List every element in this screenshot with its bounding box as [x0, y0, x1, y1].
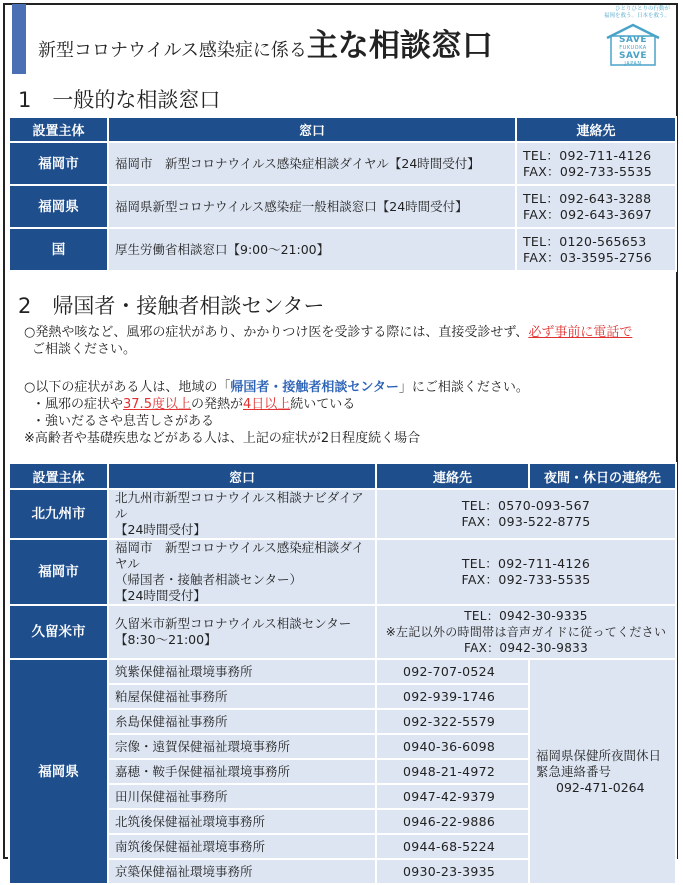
window-hours: 【8:30～21:00】	[115, 632, 217, 647]
section1-heading: 1 一般的な相談窓口	[18, 88, 221, 112]
office-tel: 0930-23-3935	[376, 859, 529, 884]
office-tel: 092-939-1746	[376, 684, 529, 709]
org-cell: 福岡県	[9, 185, 108, 228]
night-contact-sublabel: 緊急連絡番号	[536, 763, 612, 779]
office-tel: 0946-22-9886	[376, 809, 529, 834]
window-cell	[108, 605, 376, 659]
symptom-1-c: 続いている	[290, 397, 356, 412]
section2-heading: 2 帰国者・接触者相談センター	[18, 294, 325, 318]
org-cell: 北九州市	[9, 489, 108, 539]
contact-cell	[516, 185, 676, 228]
office-tel: 092-707-0524	[376, 659, 529, 684]
table-row	[9, 605, 676, 659]
advice-note-1	[24, 324, 632, 358]
window-hours: 【24時間受付】	[115, 588, 206, 603]
table-header-row	[9, 463, 676, 489]
tel-number: TEL：0120-565653	[523, 233, 647, 249]
title-main: 主な相談窓口	[306, 28, 493, 64]
org-cell: 福岡県	[9, 659, 108, 884]
col-contact: 連絡先	[376, 463, 529, 489]
table-row	[9, 142, 676, 185]
col-window: 窓口	[108, 463, 376, 489]
office-name: 南筑後保健福祉環境事務所	[108, 834, 376, 859]
contact-cell	[376, 539, 676, 605]
window-cell	[108, 489, 376, 539]
office-tel: 092-322-5579	[376, 709, 529, 734]
symptom-1-temp: 37.5度以上	[123, 397, 191, 412]
general-consultation-table	[8, 116, 677, 272]
symptom-1-a: ・風邪の症状や	[32, 397, 124, 412]
page-title	[38, 20, 493, 65]
office-name: 北筑後保健福祉環境事務所	[108, 809, 376, 834]
symptom-1-days: 4日以上	[242, 397, 291, 412]
fax-number: FAX：03-3595-2756	[523, 249, 653, 265]
contact-cell	[376, 605, 676, 659]
office-tel: 0940-36-6098	[376, 734, 529, 759]
note1-text: ○発熱や咳など、風邪の症状があり、かかりつけ医を受診する際には、直接受診せず、	[24, 325, 529, 340]
fax-number: FAX：093-522-8775	[461, 514, 591, 529]
logo-japan: JAPAN	[624, 61, 642, 67]
col-org: 設置主体	[9, 463, 108, 489]
window-name: 久留米市新型コロナウイルス相談センター	[115, 616, 352, 631]
table-row	[9, 539, 676, 605]
title-accent-bar	[12, 4, 26, 74]
contact-cell	[516, 228, 676, 271]
table-row	[9, 659, 676, 684]
window-cell: 福岡市 新型コロナウイルス感染症相談ダイヤル【24時間受付】	[108, 142, 516, 185]
table-header-row	[9, 117, 676, 142]
night-contact-label: 福岡県保健所夜間休日	[536, 747, 662, 763]
col-night-contact: 夜間・休日の連絡先	[529, 463, 676, 489]
symptom-2: ・強いだるさや息苦しさがある	[32, 414, 215, 429]
org-cell: 福岡市	[9, 142, 108, 185]
table-row	[9, 185, 676, 228]
tel-number: TEL：092-643-3288	[523, 190, 652, 206]
note2-text: ○以下の症状がある人は、地域の「	[24, 380, 231, 395]
window-cell: 厚生労働省相談窓口【9:00～21:00】	[108, 228, 516, 271]
col-contact: 連絡先	[516, 117, 676, 142]
fax-number: FAX：092-733-5535	[523, 163, 653, 179]
after-hours-note: ※左記以外の時間帯は音声ガイドに従ってください	[385, 625, 667, 639]
note2-text-end: 」にご相談ください。	[398, 380, 529, 395]
tel-number: TEL：092-711-4126	[523, 147, 652, 163]
office-tel: 0944-68-5224	[376, 834, 529, 859]
org-cell: 福岡市	[9, 539, 108, 605]
contact-cell	[516, 142, 676, 185]
fax-number: FAX：0942-30-9833	[463, 641, 589, 655]
office-name: 筑紫保健福祉環境事務所	[108, 659, 376, 684]
logo-save-1: SAVE	[619, 35, 647, 45]
window-name: 北九州市新型コロナウイルス相談ナビダイアル	[115, 490, 364, 521]
office-name: 嘉穂・鞍手保健福祉環境事務所	[108, 759, 376, 784]
window-cell	[108, 539, 376, 605]
table-row	[9, 228, 676, 271]
col-window: 窓口	[108, 117, 516, 142]
office-tel: 0947-42-9379	[376, 784, 529, 809]
fax-number: FAX：092-643-3697	[523, 206, 653, 222]
office-name: 田川保健福祉事務所	[108, 784, 376, 809]
contact-cell	[376, 489, 676, 539]
window-hours: 【24時間受付】	[115, 522, 206, 537]
title-prefix: 新型コロナウイルス感染症に係る	[38, 40, 307, 61]
table-row	[9, 489, 676, 539]
night-contact-cell	[529, 659, 676, 884]
logo-tagline-2: 福岡を救う。日本を救う。	[603, 13, 670, 19]
tel-number: TEL：0942-30-9335	[464, 609, 588, 623]
night-contact-tel: 092-471-0264	[556, 779, 645, 795]
fax-number: FAX：092-733-5535	[461, 572, 591, 587]
office-tel: 0948-21-4972	[376, 759, 529, 784]
office-name: 宗像・遠賀保健福祉環境事務所	[108, 734, 376, 759]
office-name: 粕屋保健福祉事務所	[108, 684, 376, 709]
note2-highlight: 帰国者・接触者相談センター	[230, 380, 399, 395]
returnee-contact-table	[8, 462, 677, 885]
tel-number: TEL：0570-093-567	[461, 498, 591, 513]
logo-tagline-1: ひとりひとりの行動が	[614, 6, 670, 12]
tel-number: TEL：092-711-4126	[461, 556, 591, 571]
window-cell: 福岡県新型コロナウイルス感染症一般相談窓口【24時間受付】	[108, 185, 516, 228]
advice-note-2	[24, 379, 529, 447]
symptom-1	[24, 397, 355, 412]
symptom-1-b: の発熱が	[190, 397, 243, 412]
window-name: 福岡市 新型コロナウイルス感染症相談ダイヤル	[115, 540, 365, 571]
note1-emphasis: 必ず事前に電話で	[528, 325, 633, 340]
col-org: 設置主体	[9, 117, 108, 142]
org-cell: 国	[9, 228, 108, 271]
office-name: 京築保健福祉環境事務所	[108, 859, 376, 884]
window-subtitle: （帰国者・接触者相談センター）	[115, 572, 303, 587]
elderly-note: ※高齢者や基礎疾患などがある人は、上記の症状が2日程度続く場合	[24, 431, 421, 446]
note1-continuation: ご相談ください。	[32, 342, 137, 357]
logo-save-2: SAVE	[619, 51, 647, 61]
office-name: 糸島保健福祉事務所	[108, 709, 376, 734]
logo-fukuoka: FUKUOKA	[619, 45, 647, 51]
save-fukuoka-logo	[596, 6, 670, 76]
org-cell: 久留米市	[9, 605, 108, 659]
